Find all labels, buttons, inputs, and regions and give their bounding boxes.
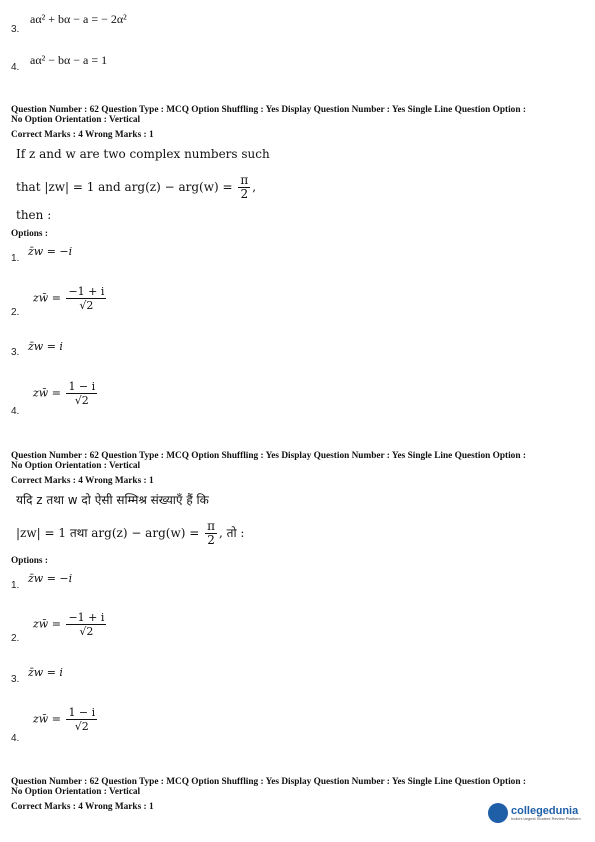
option-expression: aα² + bα − a = − 2α² — [30, 12, 127, 26]
option-1-expression[interactable]: z̄w = −i — [28, 245, 73, 258]
option-number: 4. — [11, 406, 20, 417]
question-text-hindi: यदि z तथा w दो ऐसी सम्मिश्र संख्याएँ हैं कि — [16, 493, 209, 507]
option-lhs: zw̄ = — [33, 291, 61, 305]
option-3-expression[interactable]: z̄w = i — [28, 340, 63, 353]
fraction-denominator: √2 — [74, 720, 89, 733]
option-number: 1. — [11, 253, 20, 264]
question-header: Question Number : 62 Question Type : MCQ Option Shuffling : Yes Display Question Number : Yes Single Line Question Option : — [11, 777, 526, 787]
option-fraction — [66, 380, 97, 407]
option-number: 1. — [11, 580, 20, 591]
question-header: Question Number : 62 Question Type : MCQ Option Shuffling : Yes Display Question Number : Yes Single Line Question Option : — [11, 451, 526, 461]
question-header-cont: No Option Orientation : Vertical — [11, 461, 141, 471]
condition-tail: , तो : — [218, 526, 245, 540]
option-number: 4. — [11, 733, 20, 744]
marks-info: Correct Marks : 4 Wrong Marks : 1 — [11, 130, 154, 140]
question-condition: that |zw| = 1 and arg(z) − arg(w) = $\frac{\pi}{2}$ , — [16, 173, 257, 201]
option-number: 2. — [11, 633, 20, 644]
question-then: then : — [16, 208, 52, 222]
condition-text: that |zw| = 1 and arg(z) − arg(w) = — [16, 180, 233, 194]
option-fraction — [66, 706, 97, 733]
option-fraction — [66, 285, 106, 312]
option-number: 3. — [11, 674, 20, 685]
fraction-denominator: √2 — [74, 394, 89, 407]
option-1-expression[interactable]: z̄w = −i — [28, 572, 73, 585]
option-4-expression[interactable] — [33, 380, 99, 407]
fraction-numerator: −1 + i — [68, 285, 105, 298]
collegedunia-logo — [488, 800, 588, 826]
option-lhs: zw̄ = — [33, 712, 61, 726]
condition-text: |zw| = 1 तथा arg(z) − arg(w) = — [16, 526, 200, 540]
fraction-denominator: 2 — [207, 533, 215, 547]
option-number: 3. — [11, 347, 20, 358]
option-2-expression[interactable] — [33, 611, 108, 638]
fraction-numerator: 1 − i — [68, 706, 96, 719]
option-number: 3. — [11, 24, 20, 35]
option-expression: aα² − bα − a = 1 — [30, 53, 108, 67]
option-2-expression[interactable] — [33, 285, 108, 312]
options-label: Options : — [11, 229, 48, 239]
option-number: 4. — [11, 62, 20, 73]
option-4-expression[interactable] — [33, 706, 99, 733]
fraction-numerator: π — [240, 173, 249, 187]
options-label: Options : — [11, 556, 48, 566]
fraction-denominator: √2 — [79, 625, 94, 638]
marks-info: Correct Marks : 4 Wrong Marks : 1 — [11, 802, 154, 812]
question-condition-hindi — [16, 520, 244, 547]
logo-name: collegedunia — [511, 804, 579, 817]
question-text: If z and w are two complex numbers such — [16, 147, 270, 161]
fraction-numerator: −1 + i — [68, 611, 105, 624]
pi-over-2-fraction — [238, 174, 250, 201]
question-header-cont: No Option Orientation : Vertical — [11, 115, 141, 125]
logo-mascot-icon — [488, 803, 508, 823]
option-lhs: zw̄ = — [33, 386, 61, 400]
fraction-denominator: 2 — [240, 187, 249, 201]
question-header: Question Number : 62 Question Type : MCQ Option Shuffling : Yes Display Question Number : Yes Single Line Question Option : — [11, 105, 526, 115]
option-number: 2. — [11, 307, 20, 318]
marks-info: Correct Marks : 4 Wrong Marks : 1 — [11, 476, 154, 486]
fraction-denominator: √2 — [79, 299, 94, 312]
logo-tagline: India's largest Student Review Platform — [511, 815, 581, 821]
fraction-numerator: 1 − i — [68, 380, 96, 393]
logo-text — [511, 806, 581, 821]
option-lhs: zw̄ = — [33, 617, 61, 631]
pi-over-2-fraction — [205, 520, 217, 547]
fraction-numerator: π — [207, 519, 215, 533]
option-fraction — [66, 611, 106, 638]
option-3-expression[interactable]: z̄w = i — [28, 666, 63, 679]
question-header-cont: No Option Orientation : Vertical — [11, 787, 141, 797]
